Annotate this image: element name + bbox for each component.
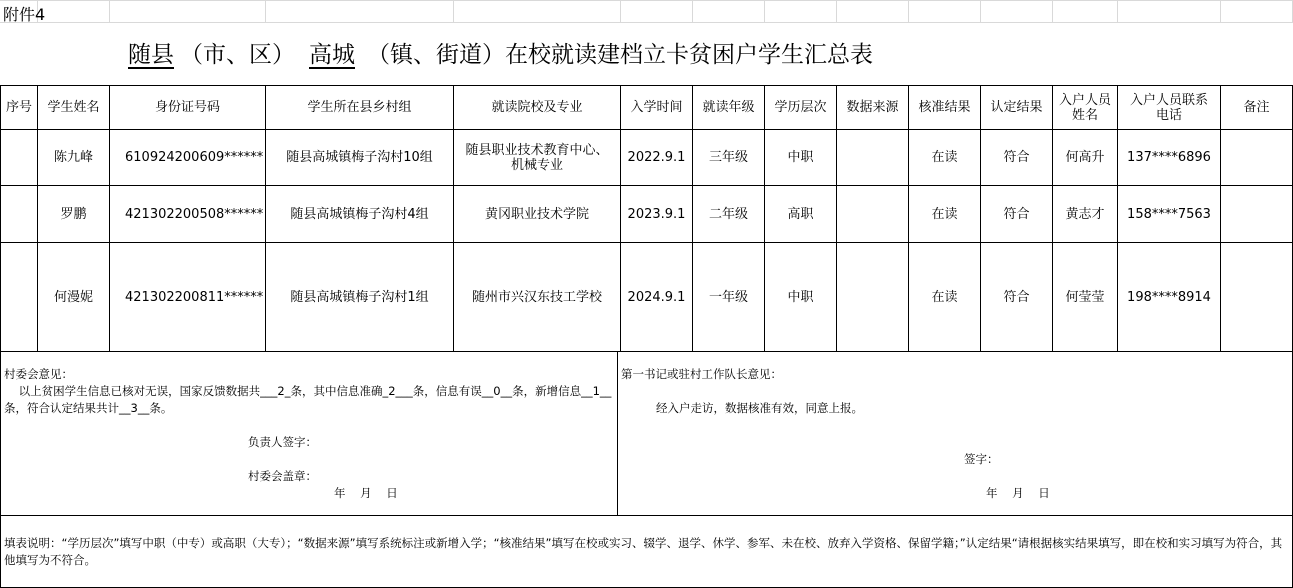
cell-verify: 在读 — [931, 150, 958, 165]
title-town-suffix: （镇、街道）在校就读建档立卡贫困户学生汇总表 — [367, 42, 873, 68]
cell-phone: 158****7563 — [1127, 206, 1211, 222]
secretary-opinion-text: 经入户走访，数据核准有效，同意上报。 — [656, 401, 863, 415]
fill-instructions: 填表说明：“学历层次”填写中职（中专）或高职（大专）；“数据来源”填写系统标注或新增入学；“核准结果”填写在校或实习、辍学、退学、休学、参军、未在校、放弃入学资格、保留学籍；”认定结果“请根据核实结果填写，即在校和实习填写为符合，其他填写为不符合。 — [4, 536, 1283, 567]
secretary-opinion-heading: 第一书记或驻村工作队长意见： — [621, 367, 782, 381]
header-seq: 序号 — [5, 100, 32, 115]
secretary-date: 年 月 日 — [986, 486, 1050, 500]
cell-grade: 一年级 — [708, 289, 748, 305]
cell-address: 随县高城镇梅子沟村4组 — [290, 206, 429, 222]
secretary-sign-label: 签字： — [964, 452, 999, 466]
cell-household: 黄志才 — [1065, 206, 1105, 222]
cell-school: 随州市兴汉东技工学校 — [471, 289, 602, 305]
cell-confirm: 符合 — [1003, 206, 1030, 222]
cell-confirm: 符合 — [1003, 150, 1030, 165]
header-level: 学历层次 — [774, 100, 827, 115]
header-verify: 核准结果 — [918, 100, 971, 115]
cell-confirm: 符合 — [1003, 289, 1030, 305]
cell-level: 中职 — [787, 289, 814, 305]
header-source: 数据来源 — [846, 100, 899, 115]
cell-seq — [1, 243, 37, 351]
village-date: 年 月 日 — [334, 486, 398, 500]
cell-verify: 在读 — [931, 206, 958, 222]
cell-source — [837, 243, 908, 351]
header-address: 学生所在县乡村组 — [307, 100, 412, 115]
village-seal-label: 村委会盖章： — [248, 469, 317, 483]
cell-seq — [1, 130, 37, 185]
village-opinion-heading: 村委会意见： — [4, 367, 73, 381]
cell-id: 610924200609****** — [125, 150, 264, 165]
cell-remark — [1221, 186, 1292, 242]
cell-name: 罗鹏 — [60, 206, 87, 222]
header-household: 入户人员姓名 — [1058, 92, 1111, 123]
cell-remark — [1221, 243, 1292, 351]
cell-school: 随县职业技术教育中心、机械专业 — [465, 142, 609, 173]
header-confirm: 认定结果 — [990, 100, 1043, 115]
cell-enroll: 2024.9.1 — [627, 289, 686, 305]
cell-source — [837, 130, 908, 185]
cell-enroll: 2023.9.1 — [627, 206, 686, 222]
cell-enroll: 2022.9.1 — [627, 150, 686, 165]
cell-phone: 198****8914 — [1127, 289, 1211, 305]
cell-verify: 在读 — [931, 289, 958, 305]
title-county: 随县 — [128, 42, 174, 68]
village-signer-label: 负责人签字： — [248, 435, 317, 449]
cell-level: 高职 — [787, 206, 814, 222]
cell-remark — [1221, 130, 1292, 185]
cell-address: 随县高城镇梅子沟村1组 — [290, 289, 429, 305]
cell-id: 421302200508****** — [125, 206, 264, 222]
cell-household: 何高升 — [1065, 150, 1105, 165]
header-enroll: 入学时间 — [630, 100, 683, 115]
header-phone: 入户人员联系电话 — [1129, 92, 1208, 123]
cell-grade: 三年级 — [708, 150, 748, 165]
page-title — [0, 36, 1293, 69]
cell-phone: 137****6896 — [1127, 150, 1211, 165]
cell-seq — [1, 186, 37, 242]
header-school: 就读院校及专业 — [491, 100, 583, 115]
header-remark: 备注 — [1243, 100, 1270, 115]
cell-source — [837, 186, 908, 242]
cell-name: 陈九峰 — [53, 150, 93, 165]
village-opinion-text: 以上贫困学生信息已核对无误，国家反馈数据共___2_条，其中信息准确_2___条，信息有误__0__条，新增信息__1__条，符合认定结果共计__3__条。 — [4, 384, 612, 415]
cell-name: 何漫妮 — [53, 289, 93, 305]
cell-school: 黄冈职业技术学院 — [484, 206, 589, 222]
title-county-suffix: （市、区） — [180, 42, 295, 68]
cell-grade: 二年级 — [708, 206, 748, 222]
title-town: 高城 — [309, 42, 355, 68]
cell-id: 421302200811****** — [125, 289, 264, 305]
cell-address: 随县高城镇梅子沟村10组 — [286, 150, 433, 165]
attachment-label: 附件4 — [3, 5, 46, 24]
cell-household: 何莹莹 — [1065, 289, 1105, 305]
header-grade: 就读年级 — [702, 100, 755, 115]
header-name: 学生姓名 — [47, 100, 100, 115]
cell-level: 中职 — [787, 150, 814, 165]
header-id: 身份证号码 — [154, 100, 220, 115]
